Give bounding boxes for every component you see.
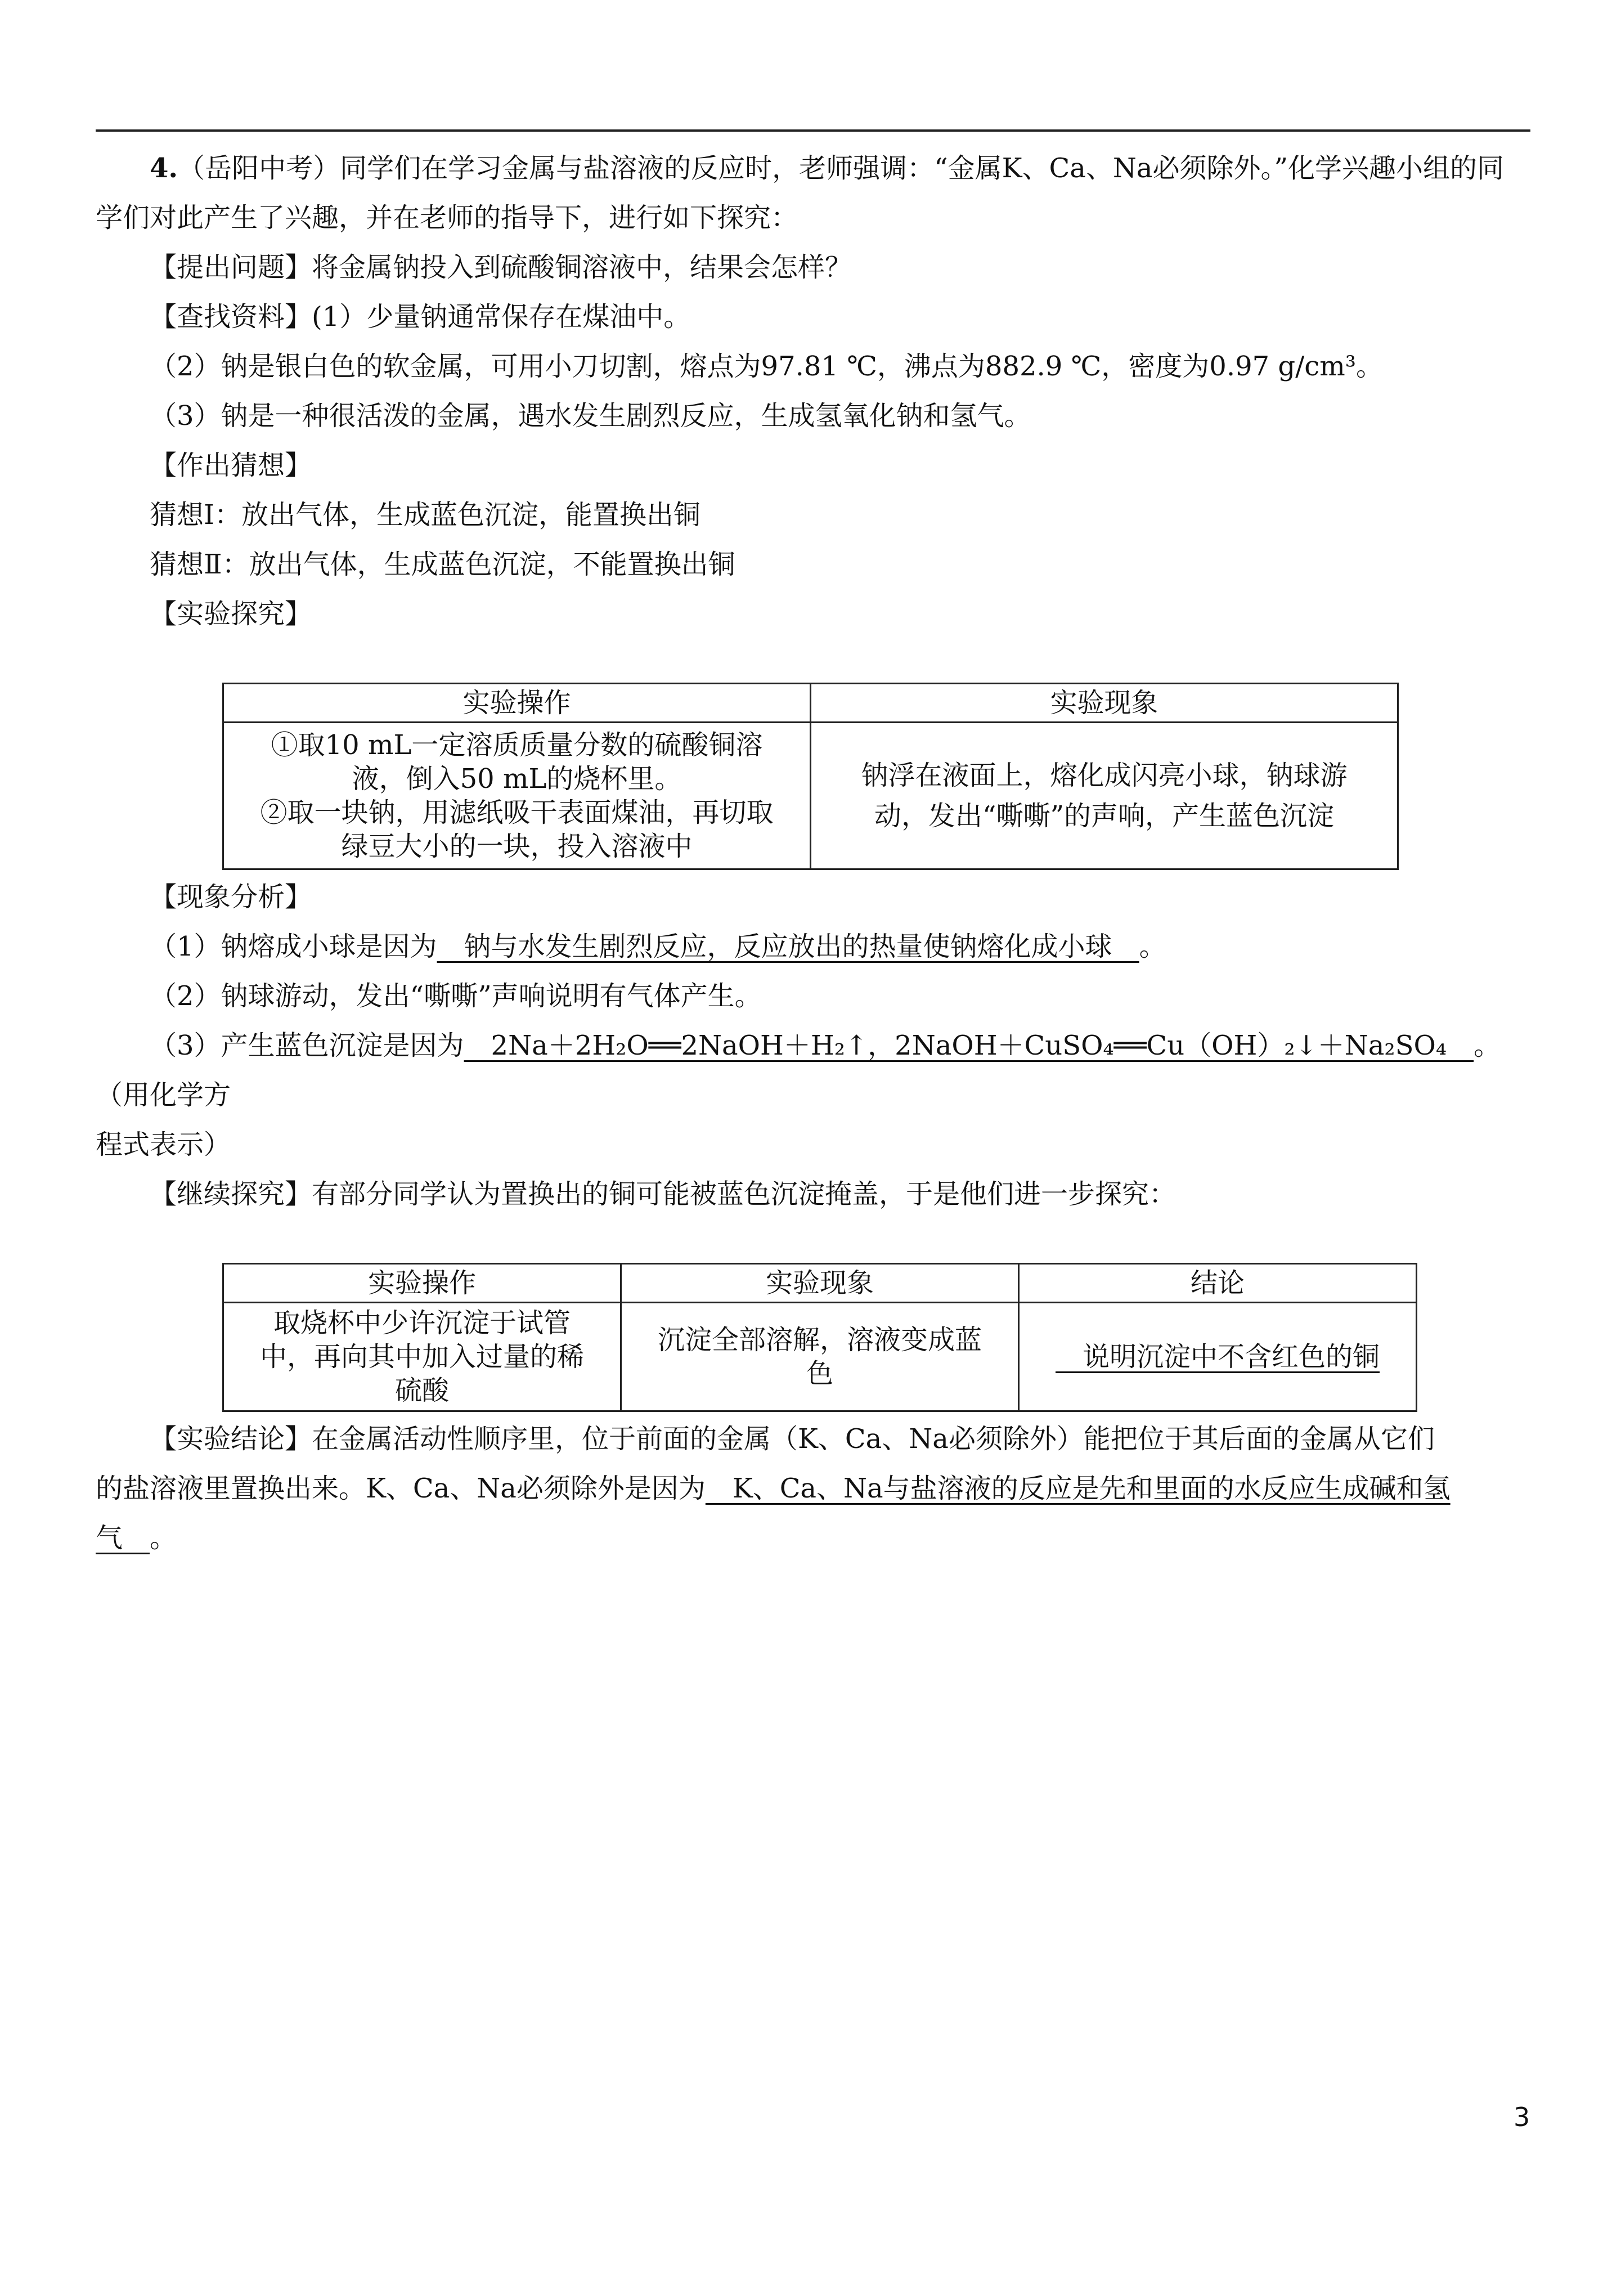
guess-2: 猜想Ⅱ：放出气体，生成蓝色沉淀，不能置换出铜 — [150, 549, 735, 580]
answer-reason-tail: 气 — [96, 1522, 150, 1554]
table1-observation-cell: 钠浮在液面上，熔化成闪亮小球，钠球游 动，发出“嘶嘶”的声响，产生蓝色沉淀 — [811, 723, 1398, 869]
experiment-heading: 【实验探究】 — [150, 598, 312, 630]
analysis-3-tail: 程式表示） — [96, 1129, 231, 1160]
analysis-3: （3）产生蓝色沉淀是因为 2Na＋2H₂O══2NaOH＋H₂↑，2NaOH＋CuSO₄══Cu（OH）₂↓＋Na₂SO₄ 。（用化学方 — [96, 1030, 1501, 1111]
research-1: 【查找资料】(1）少量钠通常保存在煤油中。 — [150, 301, 691, 333]
table1-header-operation: 实验操作 — [223, 684, 811, 723]
table2-header-conclusion: 结论 — [1019, 1264, 1417, 1303]
table2-conclusion-cell — [1019, 1303, 1417, 1411]
guess-heading: 【作出猜想】 — [150, 450, 312, 481]
analysis-1: （1）钠熔成小球是因为 钠与水发生剧烈反应，反应放出的热量使钠熔化成小球 。 — [150, 931, 1166, 962]
table2-header-operation: 实验操作 — [223, 1264, 621, 1303]
page-number: 3 — [1514, 2102, 1530, 2132]
table2-observation-cell: 沉淀全部溶解，溶液变成蓝 色 — [621, 1303, 1019, 1411]
analysis-heading: 【现象分析】 — [150, 881, 312, 913]
analysis-2: （2）钠球游动，发出“嘶嘶”声响说明有气体产生。 — [150, 980, 762, 1012]
table2-header-observation: 实验现象 — [621, 1264, 1019, 1303]
answer-equation: 2Na＋2H₂O══2NaOH＋H₂↑，2NaOH＋CuSO₄══Cu（OH）₂↓＋Na₂SO₄ — [464, 1030, 1474, 1061]
answer-conclusion: 说明沉淀中不含红色的铜 — [1055, 1341, 1380, 1373]
header-rule — [96, 129, 1530, 132]
conclusion-3: 气 。 — [96, 1522, 177, 1554]
answer-1: 钠与水发生剧烈反应，反应放出的热量使钠熔化成小球 — [437, 931, 1139, 962]
question-intro: 4.（岳阳中考）同学们在学习金属与盐溶液的反应时，老师强调：“金属K、Ca、Na必须除外。”化学兴趣小组的同学们对此产生了兴趣，并在老师的指导下，进行如下探究： — [96, 153, 1505, 234]
conclusion-2: 的盐溶液里置换出来。K、Ca、Na必须除外是因为 K、Ca、Na与盐溶液的反应是先和里面的水反应生成碱和氢 — [96, 1473, 1451, 1504]
answer-reason: K、Ca、Na与盐溶液的反应是先和里面的水反应生成碱和氢 — [705, 1473, 1451, 1504]
guess-1: 猜想Ⅰ：放出气体，生成蓝色沉淀，能置换出铜 — [150, 499, 701, 531]
table2-operation-cell: 取烧杯中少许沉淀于试管 中，再向其中加入过量的稀 硫酸 — [223, 1303, 621, 1411]
table1-header-observation: 实验现象 — [811, 684, 1398, 723]
conclusion-1: 【实验结论】在金属活动性顺序里，位于前面的金属（K、Ca、Na必须除外）能把位于其后面的金属从它们 — [150, 1423, 1435, 1455]
continue-inquiry: 【继续探究】有部分同学认为置换出的铜可能被蓝色沉淀掩盖，于是他们进一步探究： — [150, 1178, 1177, 1210]
research-3: （3）钠是一种很活泼的金属，遇水发生剧烈反应，生成氢氧化钠和氢气。 — [150, 400, 1031, 432]
table1-operation-cell: ①取10 mL一定溶质质量分数的硫酸铜溶 液，倒入50 mL的烧杯里。 ②取一块钠，用滤纸吸干表面煤油，再切取 绿豆大小的一块，投入溶液中 — [223, 723, 811, 869]
pose-question: 【提出问题】将金属钠投入到硫酸铜溶液中，结果会怎样？ — [150, 252, 852, 283]
research-2: （2）钠是银白色的软金属，可用小刀切割，熔点为97.81 ℃，沸点为882.9 ℃，密度为0.97 g/cm³。 — [150, 351, 1383, 382]
question-number: 4. — [150, 153, 178, 184]
experiment-table-2 — [222, 1263, 1417, 1412]
experiment-table-1 — [222, 683, 1399, 870]
question-4 — [96, 144, 1530, 1563]
